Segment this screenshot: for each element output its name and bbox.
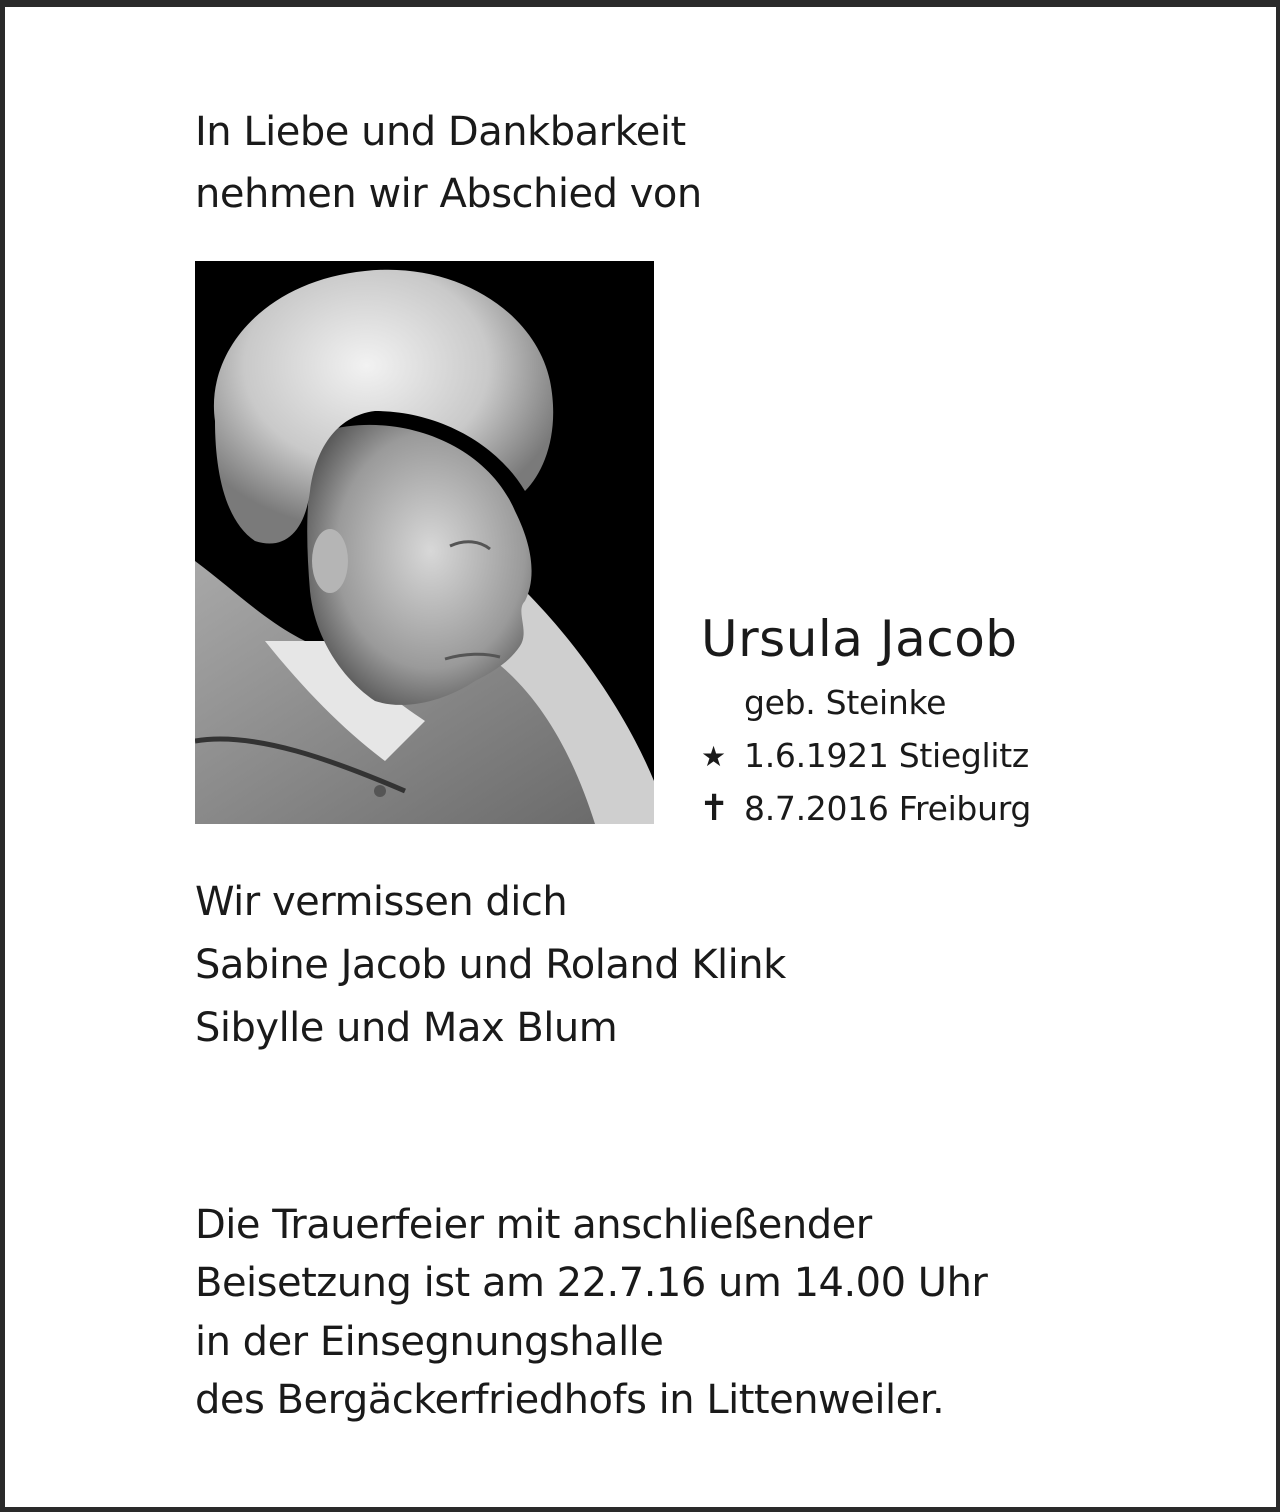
death-date-place: 8.7.2016 Freiburg bbox=[744, 789, 1032, 828]
mourners-line-1: Wir vermissen dich bbox=[195, 879, 568, 925]
portrait-photo bbox=[195, 261, 654, 824]
mourners-line-3: Sibylle und Max Blum bbox=[195, 1005, 618, 1051]
ceremony-line-2: Beisetzung ist am 22.7.16 um 14.00 Uhr bbox=[195, 1260, 988, 1306]
ceremony-line-1: Die Trauerfeier mit anschließender bbox=[195, 1202, 872, 1248]
intro-line-2: nehmen wir Abschied von bbox=[195, 171, 702, 217]
star-icon: ★ bbox=[701, 740, 727, 773]
deceased-name: Ursula Jacob bbox=[701, 610, 1018, 668]
birth-date-place: 1.6.1921 Stieglitz bbox=[744, 736, 1029, 775]
birth-name: geb. Steinke bbox=[744, 683, 947, 722]
ceremony-line-4: des Bergäckerfriedhofs in Littenweiler. bbox=[195, 1377, 945, 1423]
mourners-line-2: Sabine Jacob und Roland Klink bbox=[195, 942, 786, 988]
intro-line-1: In Liebe und Dankbarkeit bbox=[195, 109, 686, 155]
ceremony-line-3: in der Einsegnungshalle bbox=[195, 1319, 664, 1365]
cross-icon: ✝ bbox=[699, 788, 730, 829]
